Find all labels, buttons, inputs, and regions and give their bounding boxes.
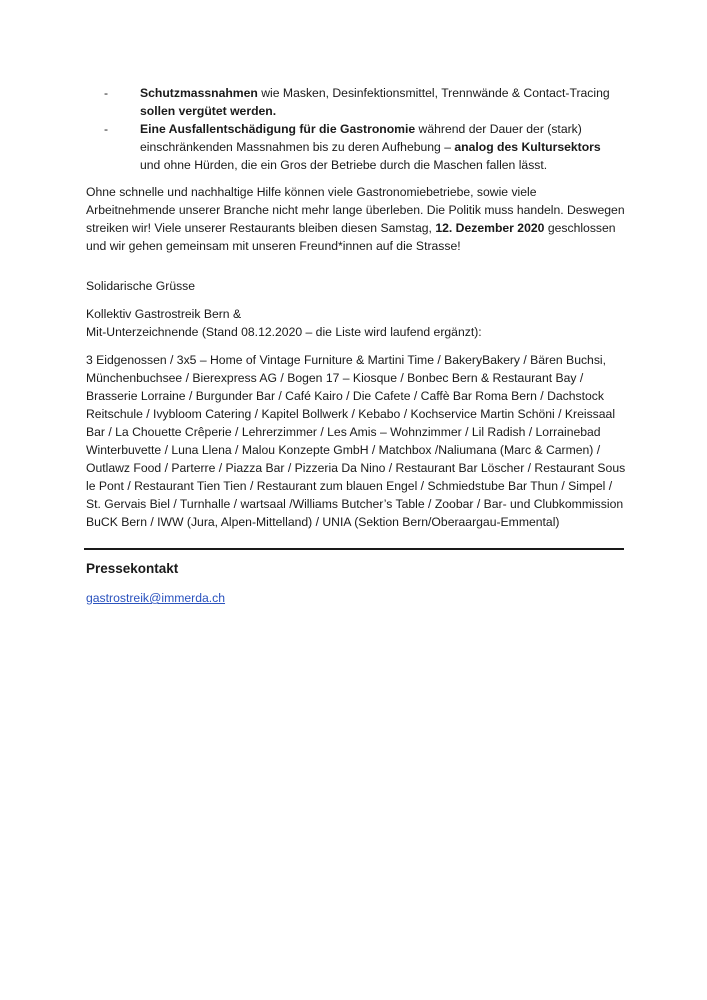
greeting: Solidarische Grüsse (86, 279, 196, 293)
strike-paragraph (86, 183, 626, 255)
signatory (86, 305, 626, 341)
list-item (104, 120, 624, 174)
signatory-line: Mit-Unterzeichnende (Stand 08.12.2020 – die Liste wird laufend ergänzt): (86, 325, 482, 339)
demands-list (104, 84, 624, 174)
item-text: während der Dauer der (stark) einschränkenden Massnahmen bis zu deren Aufhebung – (140, 122, 582, 154)
item-text: und ohne Hürden, die ein Gros der Betriebe durch die Maschen fallen lässt. (140, 158, 548, 172)
bullet-dash: - (104, 86, 109, 100)
paragraph-text: Ohne schnelle und nachhaltige Hilfe können viele Gastronomiebetriebe, sowie viele Arbeitnehmende unserer Branche nicht mehr lange überleben. Die Politik muss handeln. Deswegen streiken wir! Viele unserer Restaurants bleiben diesen Samstag, (86, 185, 625, 235)
bold-phrase: Eine Ausfallentschädigung für die Gastronomie (140, 122, 416, 136)
paragraph-text: geschlossen und wir gehen gemeinsam mit unseren Freund*innen auf die Strasse! (86, 221, 616, 253)
press-heading: Pressekontakt (86, 561, 179, 576)
press-email-link[interactable]: gastrostreik@immerda.ch (86, 591, 226, 605)
cosigners-list: 3 Eidgenossen / 3x5 – Home of Vintage Furniture & Martini Time / BakeryBakery / Bären Buchsi, Münchenbuchsee / Bierexpress AG / Bogen 17 – Kiosque / Bonbec Bern & Restaurant Bay / Brasserie Lorraine / Burgunder Bar / Café Kairo / Die Cafete / Caffè Bar Roma Bern / Dachstock Reitschule / Ivybloom Catering / Kapitel Bollwerk / Kebabo / Kochservice Martin Schöni / Kreissaal Bar / La Chouette Crêperie / Lehrerzimmer / Les Amis – Wohnzimmer / Lil Radish / Lorrainebad Winterbuvette / Luna Llena / Malou Konzepte GmbH / Matchbox /Naliumana (Marc & Carmen) / Outlawz Food / Parterre / Piazza Bar / Pizzeria Da Nino / Restaurant Bar Löscher / Restaurant Sous le Pont / Restaurant Tien Tien / Restaurant zum blauen Engel / Schmiedstube Bar Thun / Simpel / St. Gervais Biel / Turnhalle / wartsaal /Williams Butcher’s Table / Zoobar / Bar- und Clubkommission BuCK Bern / IWW (Jura, Alpen-Mittelland) / UNIA (Sektion Bern/Oberaargau-Emmental) (86, 353, 626, 529)
item-text: wie Masken, Desinfektionsmittel, Trennwände & Contact-Tracing (257, 86, 610, 100)
bullet-dash: - (104, 122, 109, 136)
signatory-line: Kollektiv Gastrostreik Bern & (86, 307, 242, 321)
bold-phrase: sollen vergütet werden. (140, 104, 277, 118)
bold-phrase: Schutzmassnahmen (140, 86, 258, 100)
section-divider (84, 548, 624, 550)
bold-phrase: analog des Kultursektors (454, 140, 601, 154)
strike-date: 12. Dezember 2020 (435, 221, 545, 235)
list-item (104, 84, 624, 120)
